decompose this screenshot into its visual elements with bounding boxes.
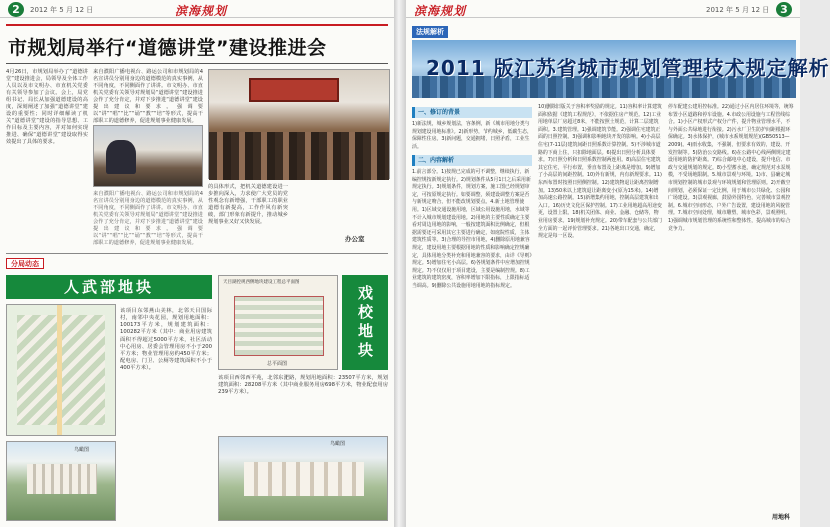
regulation-banner — [412, 40, 830, 98]
subsection-background: 一、修订的背景 — [412, 107, 532, 118]
master-plan-label: 天目湖控规西侧地块建设工程总平面图 — [223, 280, 300, 285]
block1-title: 人武部地块 — [6, 275, 212, 299]
headline-top-rule — [6, 24, 388, 26]
right-column-2 — [538, 104, 662, 522]
article-column-2: 来自濮阳广播电视台、路运公司和市规划局的4名宣讲员分别用身边的道德模范的真实事例，从不同角度，不同侧面作了讲讲。市文明办、市直机关党委有关领导对规划局“道德讲堂”建设推进会作了充分肯定，并对下步推进“道德讲堂”建设提出建议和要求。强调要以“讲”“唱”“比”“诵”“教”“培”等形式，提高干部职工的道德修养，促进规划事业健康发展。 — [93, 69, 203, 125]
block2-text: 该项目西邻西平苑，北邻东淝路，规划用地面积：23507平方米，规划建筑面积：28208平方米（其中商业服务用房698平方米，物业配套用房239平方米）。 — [218, 375, 388, 396]
subsection-content: 二、内容解析 — [412, 155, 532, 166]
block2-caption: 鸟瞰图 — [330, 441, 346, 447]
block1-text: 该项目东邻燕山美林，北邻天目国际村，南邻中央花园，规划用地面积：100173平方米，规划建筑面积：100282平方米（其中：商业用房建筑面积不得超过5000平方米，社区活动中心用房、居委会管理用房不小于200平方米；物业管理用房约450平方米；配电房、门卫、公厕等建筑面积不小于400平方米）。 — [120, 308, 212, 372]
right-date: 2012 年 5 月 12 日 — [706, 6, 770, 14]
block2-aerial-view — [218, 436, 388, 521]
content-analysis-text: 1.前言部分。1)按规已完成的可不调整，继续执行，新编控规按新规定执行。2)规划条件从5月1日之后采用新规定执行。3)规划条件，规划方案，施工图已经规划审定，可按原规定执行。如要调整，须建设调整方案是否与新规定吻合，但不能改规划要点。4.新土地管理使用。1)区域交通设施用地，区域公用设施用地，水域等不计入城市规划建设用地。2)用地的主要性质确定主要看对周边用地的影响，一般按建筑面积比例确定，但根据需要还可采用其它主要进行确定，如庭院性质，主体建筑性质等。3)合理的导控市用地，4)删除原用地兼容规定，建设用地主要根据用地的性质和影响确定控规确定，具体用地分类补充和用地兼容的要求，由详《导则》规定。5)增加住宅小高层。6)各规划条件中应增加控规规定。7)不仅仅用于项目建设，主要是编制控规。8)工业建筑的建筑密度，容积率增加下限指标，上限指标适当调高。9)删除公共设施用地用地的指标规定。 — [412, 168, 532, 289]
left-page-number: 2 — [8, 2, 24, 17]
page-gutter — [394, 0, 406, 527]
right-article-author: 用地科 — [771, 514, 790, 521]
right-paper-name: 滨海规划 — [414, 4, 467, 18]
speaker-photo — [93, 125, 203, 187]
speaker-figure — [106, 140, 136, 174]
right-page — [406, 0, 830, 527]
right-column-3 — [668, 104, 794, 504]
block1-site-plan — [6, 304, 116, 436]
aerial-buildings — [27, 464, 97, 494]
left-date: 2012 年 5 月 12 日 — [30, 6, 94, 14]
block2-title: 戏校地块 — [342, 275, 388, 370]
audience-rows — [209, 132, 389, 180]
right-header — [406, 0, 800, 18]
branch-news-tag: 分局动态 — [6, 258, 44, 269]
left-article-author: 办公室 — [345, 235, 365, 243]
meeting-photo — [208, 69, 390, 179]
right-page-number: 3 — [776, 2, 792, 17]
master-plan-caption: 总平面图 — [267, 361, 288, 367]
left-header — [0, 0, 394, 18]
column-3-text: 停车配建公建用控标准。22)通过小区内居住环境等，统筹布置小区道路和停车设施。4.市政公用设施与工程管线综合。1)小区产权形式产权分产件，提升物业管理水平，不与外面公共绿地进行衔接。2)污水厂卫生防护间距根据环保确定。3)水体保护，(城市水系规划规范)(GB50513—2009)。4)雨水收集，不强制，但要求有效的，建设、开发控制等。5)防治公交路线。6)在公路中心线两侧规定建设用地的防护距离。7)综合邮电中心建设，提升电信、市政与交通规划的规定。8)小型蓄水池，确定规范对水泵规模，不受场地限制。5.城市景观与环境。1)市、县确定城市规划控制的城市景观与环境规划和管理原则。2)开敞空间规划，必须保证一定比例，用于城市公共绿化、公园和广场建设。3)景观视廊，鼓励外国特色，完善城市景观控制。6.城市空间形态，户外广告设置，建设用地的风貌管理。7.城市空间处理，城市雕塑，城市色彩，景观照明。1)强调城市规划管理的系统性和整体性，提高城市的综合竞争力。 — [668, 104, 794, 232]
column-2-text: 10)删除旧版关于容积率奖励的规定。11)容积率计算建筑面积依据《建筑工程规范》，不依据住房产规范。12)工业用地单层厂房超过8米，不能按照土规范，计算二层建筑面积。3.建筑管理。1)强调建筑节能。2)强调住宅建筑正面的日照控制。3)强调和影响地块开发的影响。4)小高层住宅(7-11层)建筑间距日照系数计算控制。5)不涉城市道路的下商上住，只扣除地面层。6)提出日照分析具体要求。7)日照分析和日照系数控制两连用。8)高层住宅建筑其它住宅，平行布置，垂直布置及上距离是增加。9)增加了小高层的间距控制。10)外有新规，内有新规要求。11)东西布置时按照日照侧控制。12)建筑物退让距离控制增加。13)50米以上建筑退让距离变小(原为15米)。14)增加高速公路控制。15)新增集约用地，控制高层建筑和出入口。16)历史文化区保护控制。17)工业用地超高用途变更，设置上限。18)机关团体、商业、金融、仓储等，物业用房要求。19)规划补充规定。20)带车配套与公共部门全方面的一起评价管理要求。21)各地出口交通，确定，规定是每一区设。 — [538, 104, 662, 240]
block2-aerial-buildings — [244, 462, 364, 496]
stage-banner — [249, 78, 339, 102]
left-paper-name: 滨海规划 — [175, 4, 228, 18]
law-analysis-tag: 法规解析 — [412, 26, 448, 38]
left-headline: 市规划局举行“道德讲堂”建设推进会 — [8, 37, 327, 59]
right-column-1 — [412, 104, 532, 514]
block1-aerial-view — [6, 441, 116, 521]
section-divider — [6, 253, 388, 254]
headline-bottom-rule — [6, 63, 388, 64]
block2-master-plan — [218, 275, 338, 370]
left-page — [0, 0, 394, 527]
article-column-3: 的具体形式，把机关道德建设进一步推向深入，力求使广大党员的党性观念有新增强，干部职工的职业道德有新提高，工作作风有新突破，部门形象有新提升，推动城乡规划事业又好又快发展。 — [208, 184, 288, 226]
site-plan-road — [57, 305, 62, 435]
banner-title: 2011 版江苏省城市规划管理技术规定解析 — [426, 56, 830, 80]
plan-building-blocks — [234, 296, 324, 356]
block1-caption: 鸟瞰图 — [74, 447, 90, 453]
article-column-2-cont: 来自濮阳广播电视台、路运公司和市规划局的4名宣讲员分别用身边的道德模范的真实事例，从不同角度，不同侧面作了讲讲。市文明办、市直机关党委有关领导对规划局“道德讲堂”建设推进会作了充分肯定，并对下步推进“道德讲堂”建设提出建议和要求。强调要以“讲”“唱”“比”“诵”“教”“培”等形式，提高干部职工的道德修养，促进规划事业健康发展。 — [93, 191, 203, 247]
background-text: 1)新法规，城乡规划法，容条例，新《城市用地分类与规划建设用地标准》。2)新形势，节约城乡，低碳生态，保障性住房。3)新问题，交通拥堵，日照矛盾，工业生活。 — [412, 121, 532, 151]
article-column-1: 4月26日，市规划局举办了“道德讲堂”建设推进会，局领导及全体工作人员以及市文明办、市直机关党委有关领导参加了会议。会上，局党组书记、局长从加强道德建设的高度，深刻阐述了加强“道德讲堂”建设的重要性；同时详细解读了机关“道德讲堂”建设的指导思想、工作目标及主要内容，并对如何实现推进、确保“道德讲堂”建设取得实效提出了具体的要求。 — [6, 69, 88, 146]
